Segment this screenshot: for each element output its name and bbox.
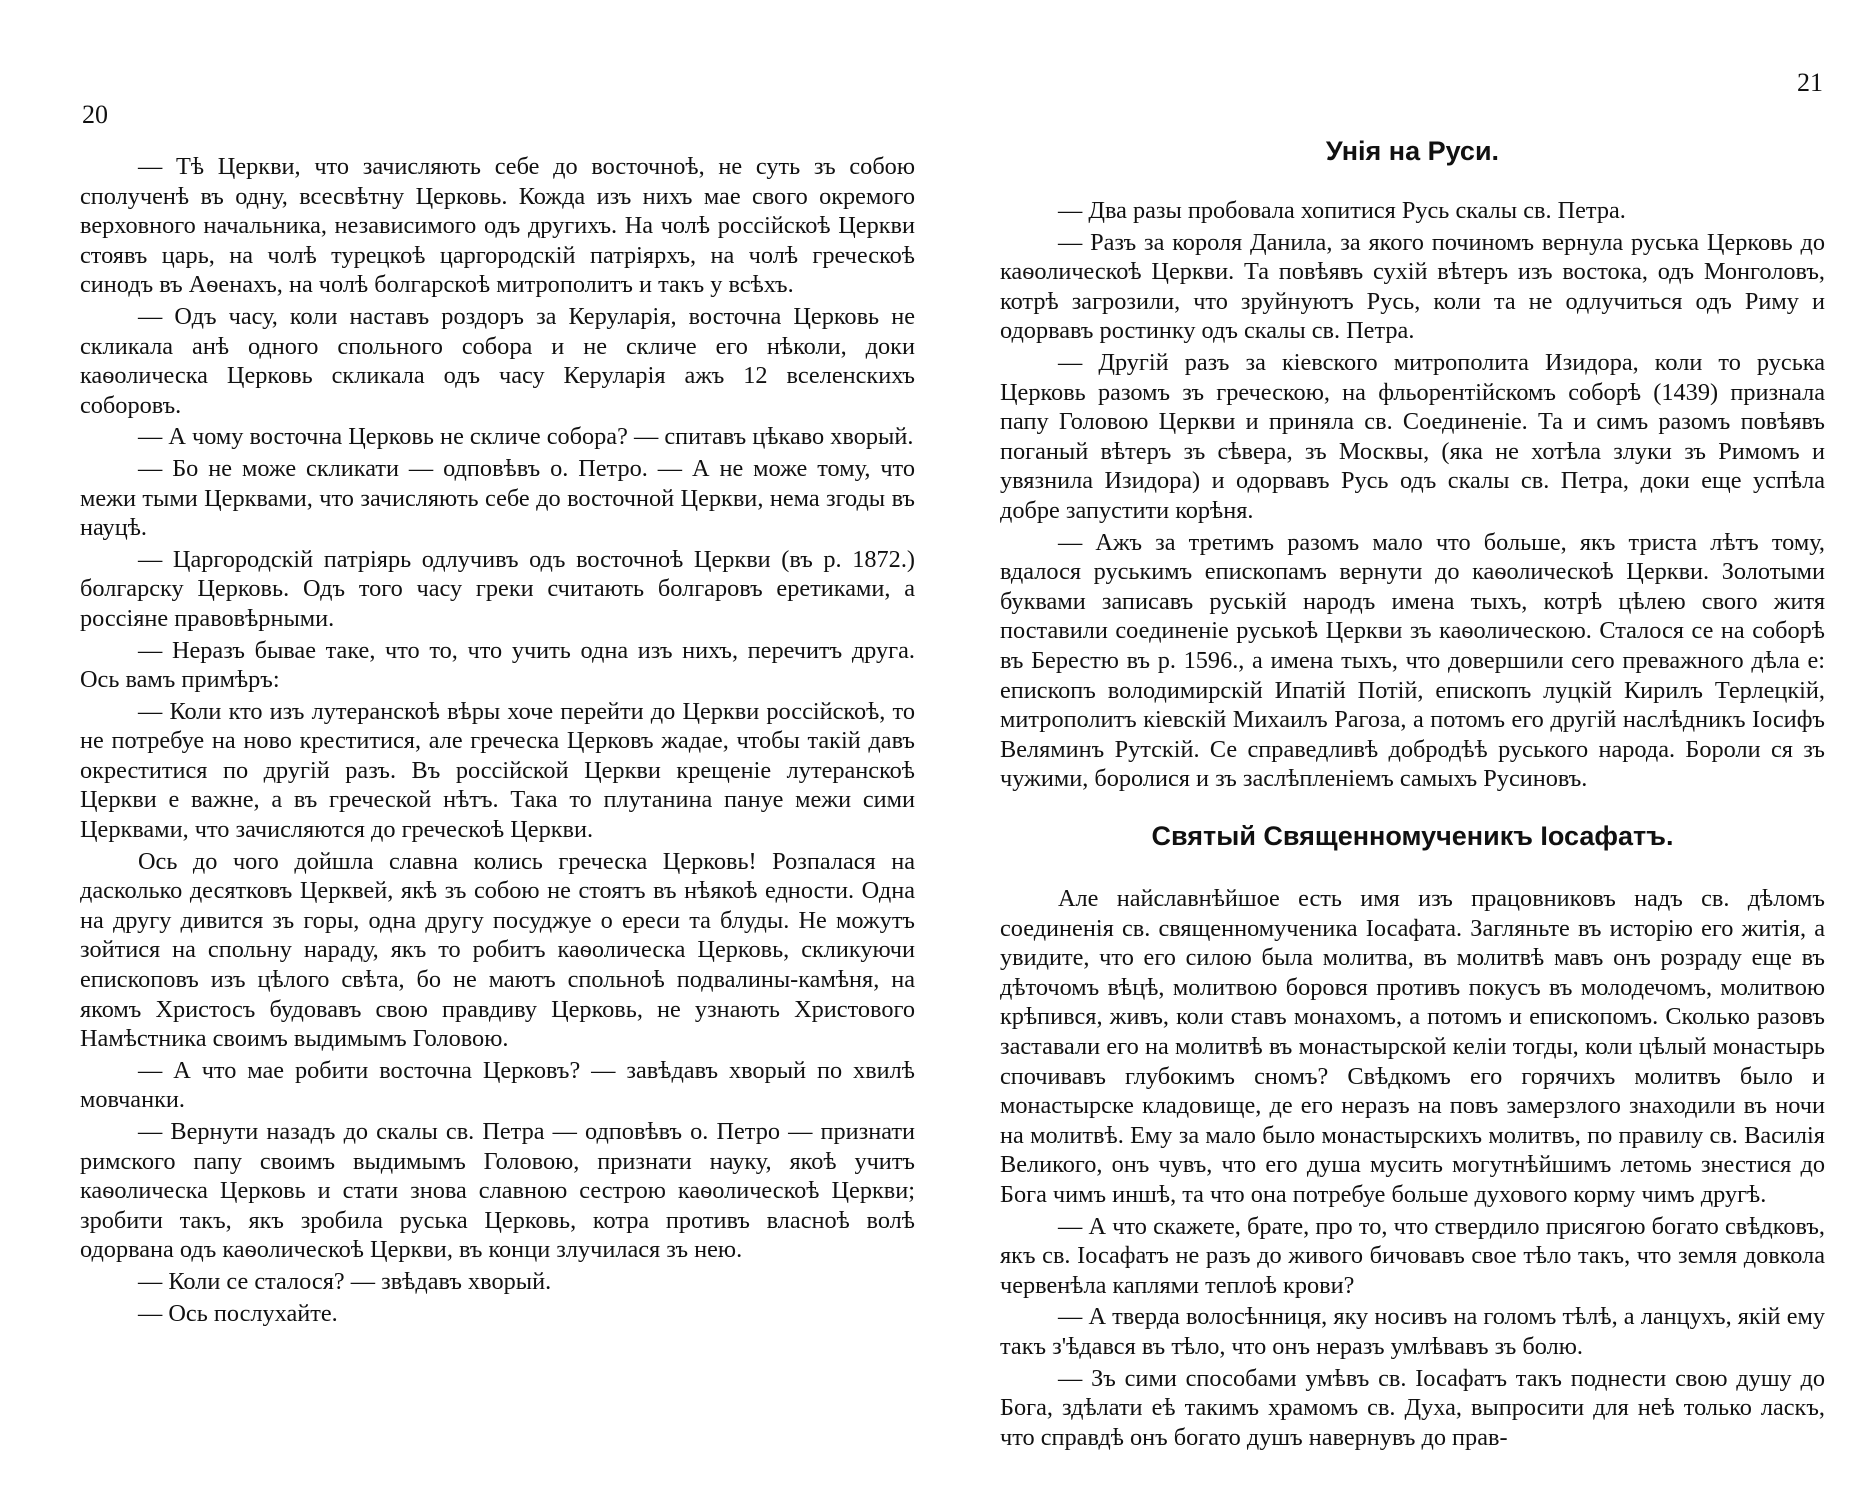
- paragraph: — Ось послухайте.: [138, 1299, 338, 1327]
- page-number: 20: [82, 100, 108, 129]
- paragraph: Але найславнѣйшое есть имя изъ працовниковъ надъ св. дѣломъ соединенія св. священномученика Іосафата. Загляньте въ исторію его житія, а увидите, что его силою была молитва, въ молитвѣ мавъ онъ розраду еще въ дѣточомъ вѣцѣ, молитвою боровся противъ покусъ въ молодечомъ, молитвою крѣпився, живъ, коли ставъ монахомъ, а потомъ и епископомъ. Сколько разовъ заставали его на молитвѣ въ монастырской келіи тогды, коли цѣлый монастырь спочивавъ глубокимъ сномъ? Свѣдкомъ его горячихъ молитвъ было и монастырске кладовище, де его неразъ на повъ замерзлого знаходили въ ночи на молитвѣ. Ему за мало было монастырскихъ молитвъ, по правилу св. Василія Великого, онъ чувъ, что его душа мусить могутнѣйшимъ летомь знестися до Бога чимъ иншѣ, та что она потребуе больше духового корму чимъ другѣ.: [1000, 885, 1825, 1208]
- paragraph: — А что мае робити восточна Церковъ? — завѣдавъ хворый по хвилѣ мовчанки.: [80, 1056, 915, 1114]
- paragraph: — Ажъ за третимъ разомъ мало что больше, якъ триста лѣтъ тому, вдалося руськимъ епископамъ вернути до каѳолическоѣ Церкви. Золотыми буквами записавъ руській народъ имена тыхъ, котрѣ цѣлею свого житя поставили соединеніе руськоѣ Церкви зъ каѳолическою. Сталося се на соборѣ въ Берестю въ р. 1596., а имена тыхъ, что довершили сего преважного дѣла е: епископъ володимирскій Ипатій Потій, епископъ луцкій Кирилъ Терлецкій, митрополитъ кіевскій Михаилъ Рагоза, а потомъ его другій наслѣдникъ Іосифъ Веляминъ Рутскій. Се справедливѣ добродѣѣ руського народа. Бороли ся зъ чужими, боролися и зъ заслѣпленіемъ самыхъ Русиновъ.: [1000, 528, 1825, 793]
- paragraph: — Два разы пробовала хопитися Русь скалы св. Петра.: [1058, 197, 1626, 224]
- paragraph: — А чому восточна Церковь не скличе собора? — спитавъ цѣкаво хворый.: [138, 423, 914, 451]
- paragraph: — Коли се сталося? — звѣдавъ хворый.: [138, 1267, 552, 1295]
- paragraph: — Бо не може скликати — одповѣвъ о. Петро. — А не може тому, что межи тыми Церквами, что зачисляють себе до восточной Церкви, нема згоды въ науцѣ.: [80, 454, 915, 542]
- paragraph: — Другій разъ за кіевского митрополита Изидора, коли то руська Церковь разомъ зъ греческою, на фльорентійскомъ соборѣ (1439) признала папу Головою Церкви и приняла св. Соединеніе. Та и симъ разомъ повѣявъ поганый вѣтеръ зъ сѣвера, зъ Москвы, (яка не хотѣла злуки зъ Римомъ и увязнила Изидора) и одорвавъ Русь одъ скалы св. Петра, доки еще успѣла добре запустити корѣня.: [1000, 348, 1825, 524]
- left-page-text: [80, 152, 915, 1328]
- paragraph: — Зъ сими способами умѣвъ св. Іосафатъ такъ поднести свою душу до Бога, здѣлати еѣ такимъ храмомъ св. Духа, выпросити для неѣ только ласкъ, что справдѣ онъ богато душъ навернувъ до прав-: [1000, 1364, 1825, 1451]
- page-number: 21: [1797, 68, 1823, 97]
- section-heading-josafat: Святый Священномученикъ Іосафатъ.: [1151, 821, 1674, 851]
- section-unia-text: [1000, 196, 1825, 794]
- paragraph: — Тѣ Церкви, что зачисляють себе до восточноѣ, не суть зъ собою сполученѣ въ одну, всесвѣтну Церковь. Кожда изъ нихъ мае свого окремого верховного начальника, независимого одъ другихъ. На чолѣ россійскоѣ Церкви стоявъ царь, на чолѣ турецкоѣ царгородскій патріярхъ, на чолѣ греческоѣ синодъ въ Аѳенахъ, на чолѣ болгарскоѣ митрополитъ и такъ у всѣхъ.: [80, 153, 915, 299]
- left-page: [80, 0, 915, 1500]
- paragraph: — А тверда волосѣнниця, яку носивъ на голомъ тѣлѣ, а ланцухъ, якій ему такъ з'ѣдався въ тѣло, что онъ неразъ умлѣвавъ зъ болю.: [1000, 1303, 1825, 1360]
- paragraph: — Вернути назадъ до скалы св. Петра — одповѣвъ о. Петро — признати римского папу своимъ выдимымъ Головою, признати науку, якоѣ учитъ каѳолическа Церковь и стати знова славною сестрою каѳолическоѣ Церкви; зробити такъ, якъ зробила руська Церковь, котра противъ власноѣ волѣ одорвана одъ каѳолическоѣ Церкви, въ конци злучилася зъ нею.: [80, 1118, 915, 1264]
- paragraph: Ось до чого дойшла славна колись греческа Церковь! Розпалася на дасколько десятковъ Церквей, якѣ зъ собою не стоятъ въ нѣякоѣ едности. Одна на другу дивится зъ горы, одна другу посуджуе о ереси та блуды. Не можутъ зойтися на спольну нараду, якъ то робитъ каѳолическа Церковь, скликуючи епископовъ изъ цѣлого свѣта, бо не маютъ спольноѣ подвалины-камѣня, на якомъ Христосъ будовавъ свою правдиву Церковь, не узнають Христового Намѣстника своимъ выдимымъ Головою.: [80, 847, 915, 1053]
- section-heading-unia: Унія на Руси.: [1325, 136, 1500, 166]
- paragraph: — Царгородскій патріярь одлучивъ одъ восточноѣ Церкви (въ р. 1872.) болгарску Церковь. Одъ того часу греки считають болгаровъ еретиками, а россіяне правовѣрными.: [80, 545, 915, 632]
- paragraph: — Одъ часу, коли наставъ роздоръ за Керуларія, восточна Церковь не скликала анѣ одного спольного собора и не скличе его нѣколи, доки каѳолическа Церковь скликала одъ часу Керуларія ажъ 12 вселенскихъ соборовъ.: [80, 302, 915, 419]
- section-josafat-text: [1000, 884, 1825, 1452]
- paragraph: — Разъ за короля Данила, за якого починомъ вернула руська Церковь до каѳолическоѣ Церкви. Та повѣявъ сухій вѣтеръ изъ востока, одъ Монголовъ, котрѣ загрозили, что зруйнуютъ Русь, коли та не одлучиться одъ Риму и одорвавъ ростинку одъ скалы св. Петра.: [1000, 228, 1825, 345]
- right-page: [1000, 0, 1825, 1500]
- paragraph: — Неразъ бывае таке, что то, что учить одна изъ нихъ, перечитъ друга. Ось вамъ примѣръ:: [80, 636, 915, 694]
- paragraph: — Коли кто изъ лутеранскоѣ вѣры хоче перейти до Церкви россійскоѣ, то не потребуе на ново креститися, але греческа Церковъ жадае, чтобы такій давъ окреститися по другій разъ. Въ россійской Церкви крещеніе лутеранскоѣ Церкви е важне, а въ греческой нѣтъ. Така то плутанина пануе межи сими Церквами, что зачисляются до греческоѣ Церкви.: [80, 697, 915, 844]
- paragraph: — А что скажете, брате, про то, что ствердило присягою богато свѣдковъ, якъ св. Іосафатъ не разъ до живого бичовавъ свое тѣло такъ, что земля довкола червенѣла каплями теплоѣ крови?: [1000, 1212, 1825, 1299]
